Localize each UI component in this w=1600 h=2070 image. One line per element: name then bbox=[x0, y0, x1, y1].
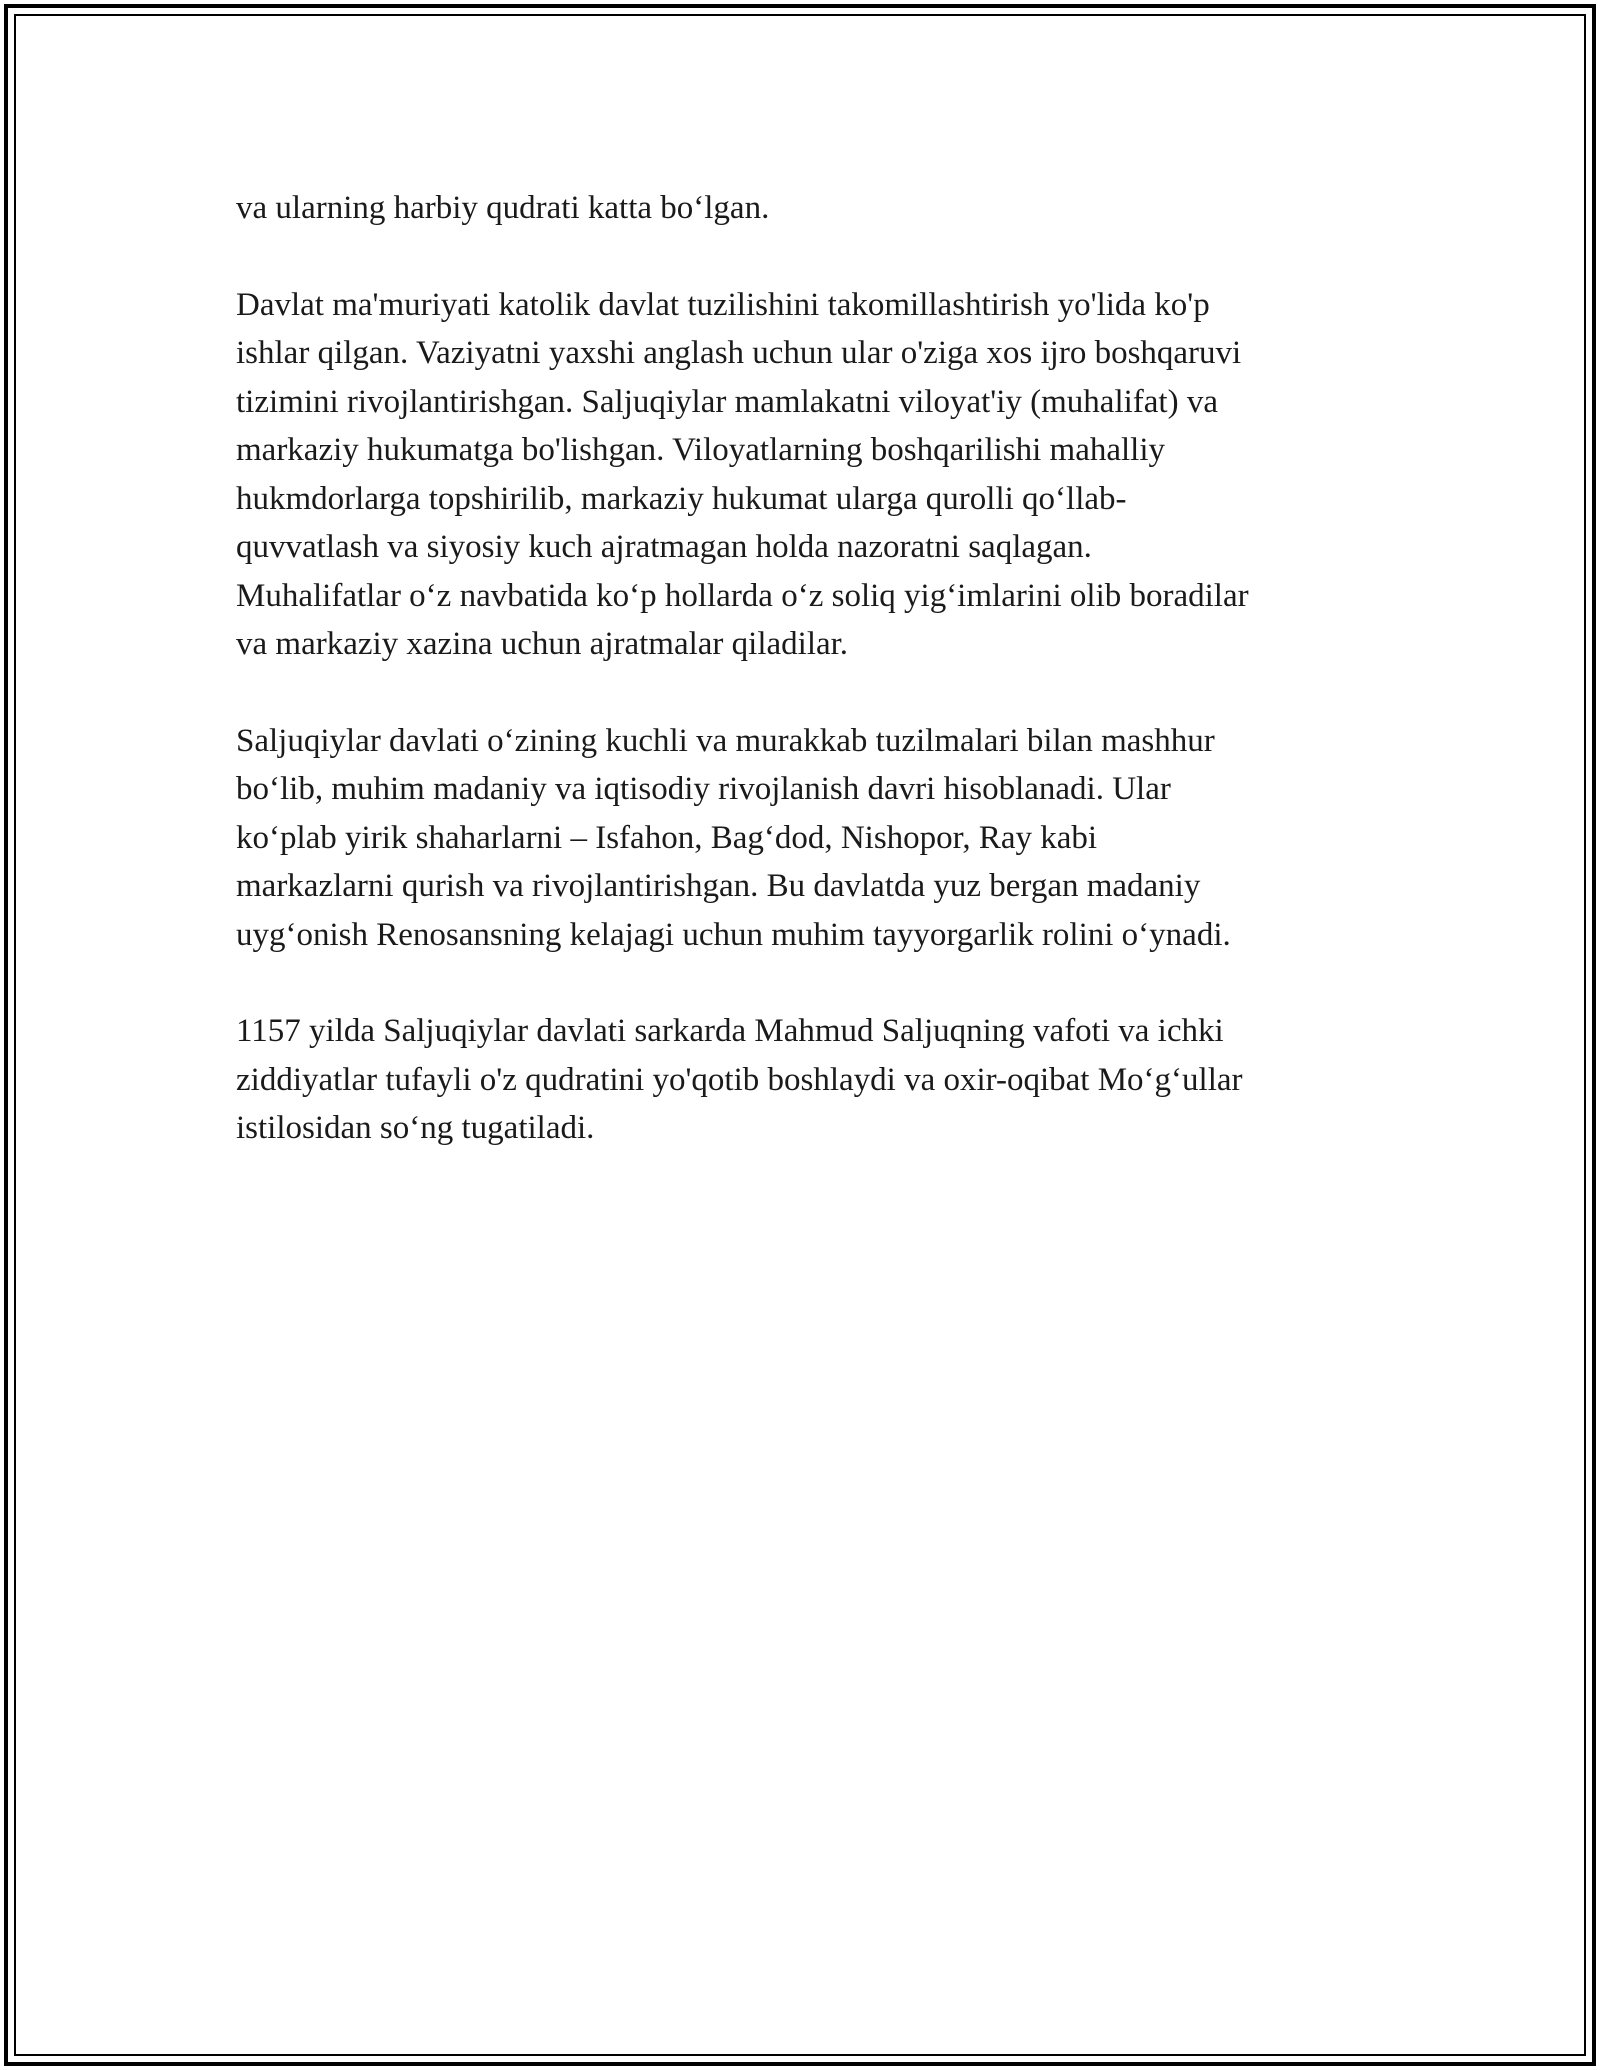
paragraph-4 bbox=[236, 1007, 1366, 1153]
paragraph-1 bbox=[236, 184, 1366, 233]
paragraph-3 bbox=[236, 717, 1366, 960]
text-line: Saljuqiylar davlati o‘zining kuchli va murakkab tuzilmalari bilan mashhur bbox=[236, 722, 1215, 759]
text-line: ishlar qilgan. Vaziyatni yaxshi anglash uchun ular o'ziga xos ijro boshqaruvi bbox=[236, 335, 1242, 371]
text-line: markazlarni qurish va rivojlantirishgan. Bu davlatda yuz bergan madaniy bbox=[236, 868, 1201, 904]
text-line: 1157 yilda Saljuqiylar davlati sarkarda Mahmud Saljuqning vafoti va ichki bbox=[236, 1013, 1224, 1049]
text-line: Davlat ma'muriyati katolik davlat tuzilishini takomillashtirish yo'lida ko'p bbox=[236, 286, 1210, 323]
text-line: istilosidan so‘ng tugatiladi. bbox=[236, 1110, 595, 1146]
paragraph-2 bbox=[236, 281, 1366, 669]
text-line: va ularning harbiy qudrati katta bo‘lgan. bbox=[236, 190, 770, 226]
text-line: ziddiyatlar tufayli o'z qudratini yo'qotib boshlaydi va oxir-oqibat Mo‘g‘ullar bbox=[236, 1061, 1243, 1098]
text-line: markaziy hukumatga bo'lishgan. Viloyatlarning boshqarilishi mahalliy bbox=[236, 432, 1166, 468]
text-line: va markaziy xazina uchun ajratmalar qiladilar. bbox=[236, 626, 849, 662]
text-line: Muhalifatlar o‘z navbatida ko‘p hollarda o‘z soliq yig‘imlarini olib boradilar bbox=[236, 577, 1249, 614]
text-line: bo‘lib, muhim madaniy va iqtisodiy rivojlanish davri hisoblanadi. Ular bbox=[236, 771, 1171, 807]
text-line: quvvatlash va siyosiy kuch ajratmagan holda nazoratni saqlagan. bbox=[236, 529, 1092, 565]
text-line: ko‘plab yirik shaharlarni – Isfahon, Bag‘dod, Nishopor, Ray kabi bbox=[236, 819, 1098, 856]
text-line: tizimini rivojlantirishgan. Saljuqiylar mamlakatni viloyat'iy (muhalifat) va bbox=[236, 383, 1218, 420]
text-line: hukmdorlarga topshirilib, markaziy hukumat ularga qurolli qo‘llab- bbox=[236, 480, 1127, 517]
document-body bbox=[236, 184, 1366, 1153]
text-line: uyg‘onish Renosansning kelajagi uchun muhim tayyorgarlik rolini o‘ynadi. bbox=[236, 916, 1231, 953]
